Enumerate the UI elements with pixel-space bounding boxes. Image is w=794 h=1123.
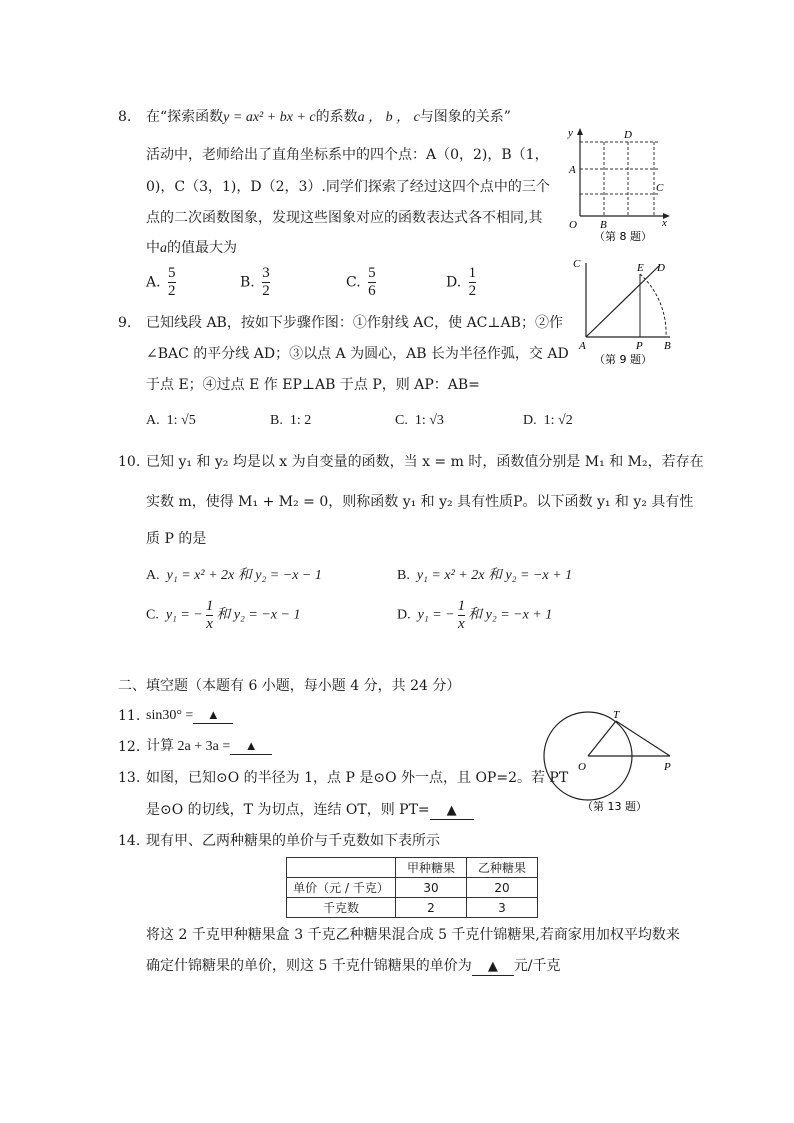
table-header-cell: 乙种糖果 bbox=[467, 858, 538, 878]
q9-option-c bbox=[395, 411, 444, 431]
table-row bbox=[287, 878, 538, 898]
q8-option-b-label: B. bbox=[240, 274, 255, 291]
q13-line2-text: 是⊙O 的切线，T 为切点，连结 OT，则 PT= bbox=[146, 802, 430, 818]
q11-text: sin30° = bbox=[146, 708, 194, 723]
q9-option-b bbox=[270, 411, 311, 431]
q10-option-d-label: D. bbox=[397, 607, 411, 623]
q8-point-a-label: A bbox=[569, 164, 576, 176]
table-cell: 3 bbox=[467, 898, 538, 918]
q13-figure-caption: （第 13 题） bbox=[582, 800, 647, 813]
q10-option-c-num: 1 bbox=[205, 598, 214, 614]
q8-point-c-label: C bbox=[656, 182, 664, 194]
q13-figure bbox=[524, 708, 684, 818]
q8-figure bbox=[558, 124, 678, 244]
q10-option-c-post: 和 y₂ = −x − 1 bbox=[216, 607, 301, 623]
q11-answer-blank: ▲ bbox=[193, 707, 233, 724]
q8-option-c-den: 6 bbox=[368, 283, 376, 299]
table-cell: 30 bbox=[396, 878, 467, 898]
table-cell: 千克数 bbox=[287, 898, 396, 918]
q8-y-arrow bbox=[577, 128, 583, 135]
q11-number: 11. bbox=[118, 708, 141, 724]
q8-option-d-num: 1 bbox=[468, 265, 477, 281]
q10-option-d-den: x bbox=[458, 616, 465, 632]
q11-line bbox=[146, 706, 233, 726]
q8-coefficients: a ， b ， c bbox=[357, 110, 420, 125]
table-header-cell bbox=[287, 858, 396, 878]
q8-line5 bbox=[146, 238, 237, 259]
table-cell: 单价（元 / 千克） bbox=[287, 878, 396, 898]
q9-figure-caption: （第 9 题） bbox=[594, 353, 652, 366]
q9-option-d-text: 1: √2 bbox=[543, 413, 573, 428]
q8-option-d bbox=[446, 265, 479, 300]
q14-line3-suffix: 元/千克 bbox=[513, 958, 561, 974]
q8-formula: y = ax² + bx + c bbox=[223, 110, 316, 125]
q13-line2 bbox=[146, 800, 474, 820]
q10-option-d-pre: y₁ = − bbox=[417, 607, 455, 623]
q9-line3: 于点 E；④过点 E 作 EP⊥AB 于点 P，则 AP：AB= bbox=[146, 377, 480, 393]
q12-answer-blank: ▲ bbox=[230, 738, 272, 755]
q10-option-d-num: 1 bbox=[457, 598, 466, 614]
q13-point-p-label: P bbox=[664, 761, 671, 773]
q10-option-a-text: y₁ = x² + 2x 和 y₂ = −x − 1 bbox=[166, 568, 322, 583]
q9-point-p-label: P bbox=[636, 340, 643, 352]
q14-line2: 将这 2 千克甲种糖果盒 3 千克乙种糖果混合成 5 千克什锦糖果,若商家用加权平均数来 bbox=[146, 927, 680, 943]
q10-line1: 已知 y₁ 和 y₂ 均是以 x 为自变量的函数，当 x = m 时，函数值分别是 M₁ 和 M₂，若存在 bbox=[146, 454, 704, 470]
q9-figure bbox=[566, 255, 680, 370]
q9-option-a-label: A. bbox=[146, 413, 160, 428]
q10-option-b-text: y₁ = x² + 2x 和 y₂ = −x + 1 bbox=[416, 568, 573, 583]
table-header-cell: 甲种糖果 bbox=[396, 858, 467, 878]
table-header-row bbox=[287, 858, 538, 878]
q8-line1 bbox=[146, 107, 511, 128]
q14-answer-blank: ▲ bbox=[472, 959, 514, 976]
q12-line bbox=[146, 737, 272, 757]
q13-segment-ot bbox=[588, 721, 616, 756]
q10-option-d bbox=[397, 598, 552, 633]
q8-line5-prefix: 中 bbox=[146, 240, 160, 256]
table-cell: 2 bbox=[396, 898, 467, 918]
q10-option-a bbox=[146, 566, 322, 586]
q8-line1-prefix: 在“探索函数 bbox=[146, 109, 224, 125]
q8-option-b-num: 3 bbox=[262, 265, 270, 281]
q8-option-d-den: 2 bbox=[468, 283, 477, 299]
q8-point-d-label: D bbox=[624, 129, 632, 141]
q13-point-o-label: O bbox=[578, 761, 586, 773]
q9-point-a-label: A bbox=[579, 340, 586, 352]
q9-option-d-label: D. bbox=[523, 413, 537, 428]
q12-text: 计算 2a + 3a = bbox=[146, 739, 231, 754]
q14-table bbox=[286, 857, 538, 918]
q10-option-a-label: A. bbox=[146, 568, 160, 583]
q12-number: 12. bbox=[118, 739, 141, 755]
q8-line1-mid: 的系数 bbox=[315, 109, 358, 125]
q8-point-b-label: B bbox=[600, 219, 607, 231]
q10-line3: 质 P 的是 bbox=[146, 531, 207, 547]
q8-line3: 0)，C（3，1)，D（2，3）.同学们探索了经过这四个点中的三个 bbox=[146, 179, 550, 195]
q8-option-a-den: 2 bbox=[168, 283, 176, 299]
q9-point-c-label: C bbox=[573, 258, 581, 270]
q8-line5-suffix: 的值最大为 bbox=[167, 240, 237, 256]
q8-grid bbox=[580, 142, 658, 216]
q9-option-b-label: B. bbox=[270, 413, 283, 428]
q10-option-c-pre: y₁ = − bbox=[165, 607, 203, 623]
q8-line1-suffix: 与图象的关系” bbox=[419, 109, 511, 125]
q14-number: 14. bbox=[118, 833, 141, 849]
table-row bbox=[287, 898, 538, 918]
q8-option-c-label: C. bbox=[346, 274, 361, 291]
q9-point-e-label: E bbox=[637, 262, 644, 274]
q10-option-d-post: 和 y₂ = −x + 1 bbox=[468, 607, 553, 623]
q8-option-a-fraction bbox=[168, 265, 176, 300]
q10-option-b bbox=[397, 566, 572, 586]
q8-option-c-num: 5 bbox=[368, 265, 376, 281]
q9-option-c-text: 1: √3 bbox=[414, 413, 444, 428]
q9-option-a-text: 1: √5 bbox=[166, 413, 196, 428]
q8-line4: 点的二次函数图象，发现这些图象对应的函数表达式各不相同,其 bbox=[146, 210, 543, 226]
q9-line1: 已知线段 AB，按如下步骤作图：①作射线 AC，使 AC⊥AB；②作 bbox=[146, 315, 563, 331]
q13-answer-blank: ▲ bbox=[430, 803, 474, 820]
q9-line2: ∠BAC 的平分线 AD；③以点 A 为圆心，AB 长为半径作弧，交 AD bbox=[146, 346, 569, 362]
section2-heading: 二、填空题（本题有 6 小题，每小题 4 分，共 24 分） bbox=[118, 678, 461, 694]
q9-point-d-label: D bbox=[657, 262, 665, 274]
q8-option-a bbox=[146, 265, 179, 300]
q9-option-a bbox=[146, 411, 196, 431]
q9-option-d bbox=[523, 411, 573, 431]
q10-option-b-label: B. bbox=[397, 568, 410, 583]
q9-option-c-label: C. bbox=[395, 413, 408, 428]
q14-line3-prefix: 确定什锦糖果的单价，则这 5 千克什锦糖果的单价为 bbox=[146, 958, 472, 974]
q8-option-a-label: A. bbox=[146, 274, 161, 291]
q10-line2: 实数 m，使得 M₁ + M₂ = 0，则称函数 y₁ 和 y₂ 具有性质P。以下函数 y₁ 和 y₂ 具有性 bbox=[146, 494, 694, 510]
q10-option-c-fraction bbox=[206, 598, 214, 633]
q8-option-b-fraction bbox=[262, 265, 270, 300]
q13-tangent-pt bbox=[616, 721, 670, 756]
q10-option-c-label: C. bbox=[146, 607, 159, 623]
q8-origin-label: O bbox=[569, 219, 577, 231]
q13-point-t-label: T bbox=[613, 709, 620, 721]
q9-bisector-ad bbox=[586, 265, 660, 337]
q9-arc bbox=[640, 274, 666, 337]
q8-option-a-num: 5 bbox=[168, 265, 176, 281]
q8-option-d-fraction bbox=[469, 265, 477, 300]
q8-line2: 活动中，老师给出了直角坐标系中的四个点：A（0，2)，B（1， bbox=[146, 147, 549, 163]
q10-option-c bbox=[146, 598, 300, 633]
q8-figure-caption: （第 8 题） bbox=[594, 230, 652, 243]
q8-var-a: a bbox=[160, 241, 167, 256]
q9-number: 9. bbox=[118, 315, 132, 331]
q8-y-label: y bbox=[568, 127, 573, 139]
q13-line1: 如图，已知⊙O 的半径为 1，点 P 是⊙O 外一点，且 OP=2。若 PT bbox=[146, 770, 569, 786]
q8-number: 8. bbox=[118, 109, 132, 125]
q9-point-b-label: B bbox=[664, 340, 671, 352]
q14-line1: 现有甲、乙两种糖果的单价与千克数如下表所示 bbox=[146, 833, 440, 849]
q8-option-c bbox=[346, 265, 379, 300]
q14-line3 bbox=[146, 956, 561, 976]
table-cell: 20 bbox=[467, 878, 538, 898]
q13-number: 13. bbox=[118, 770, 141, 786]
q8-x-label: x bbox=[662, 217, 667, 229]
q10-option-c-den: x bbox=[206, 616, 213, 632]
q9-option-b-text: 1: 2 bbox=[289, 413, 312, 428]
q10-option-d-fraction bbox=[458, 598, 466, 633]
q8-option-d-label: D. bbox=[446, 274, 462, 291]
q10-number: 10. bbox=[118, 454, 141, 470]
q8-option-c-fraction bbox=[368, 265, 376, 300]
q8-option-b bbox=[240, 265, 273, 300]
q8-option-b-den: 2 bbox=[262, 283, 270, 299]
